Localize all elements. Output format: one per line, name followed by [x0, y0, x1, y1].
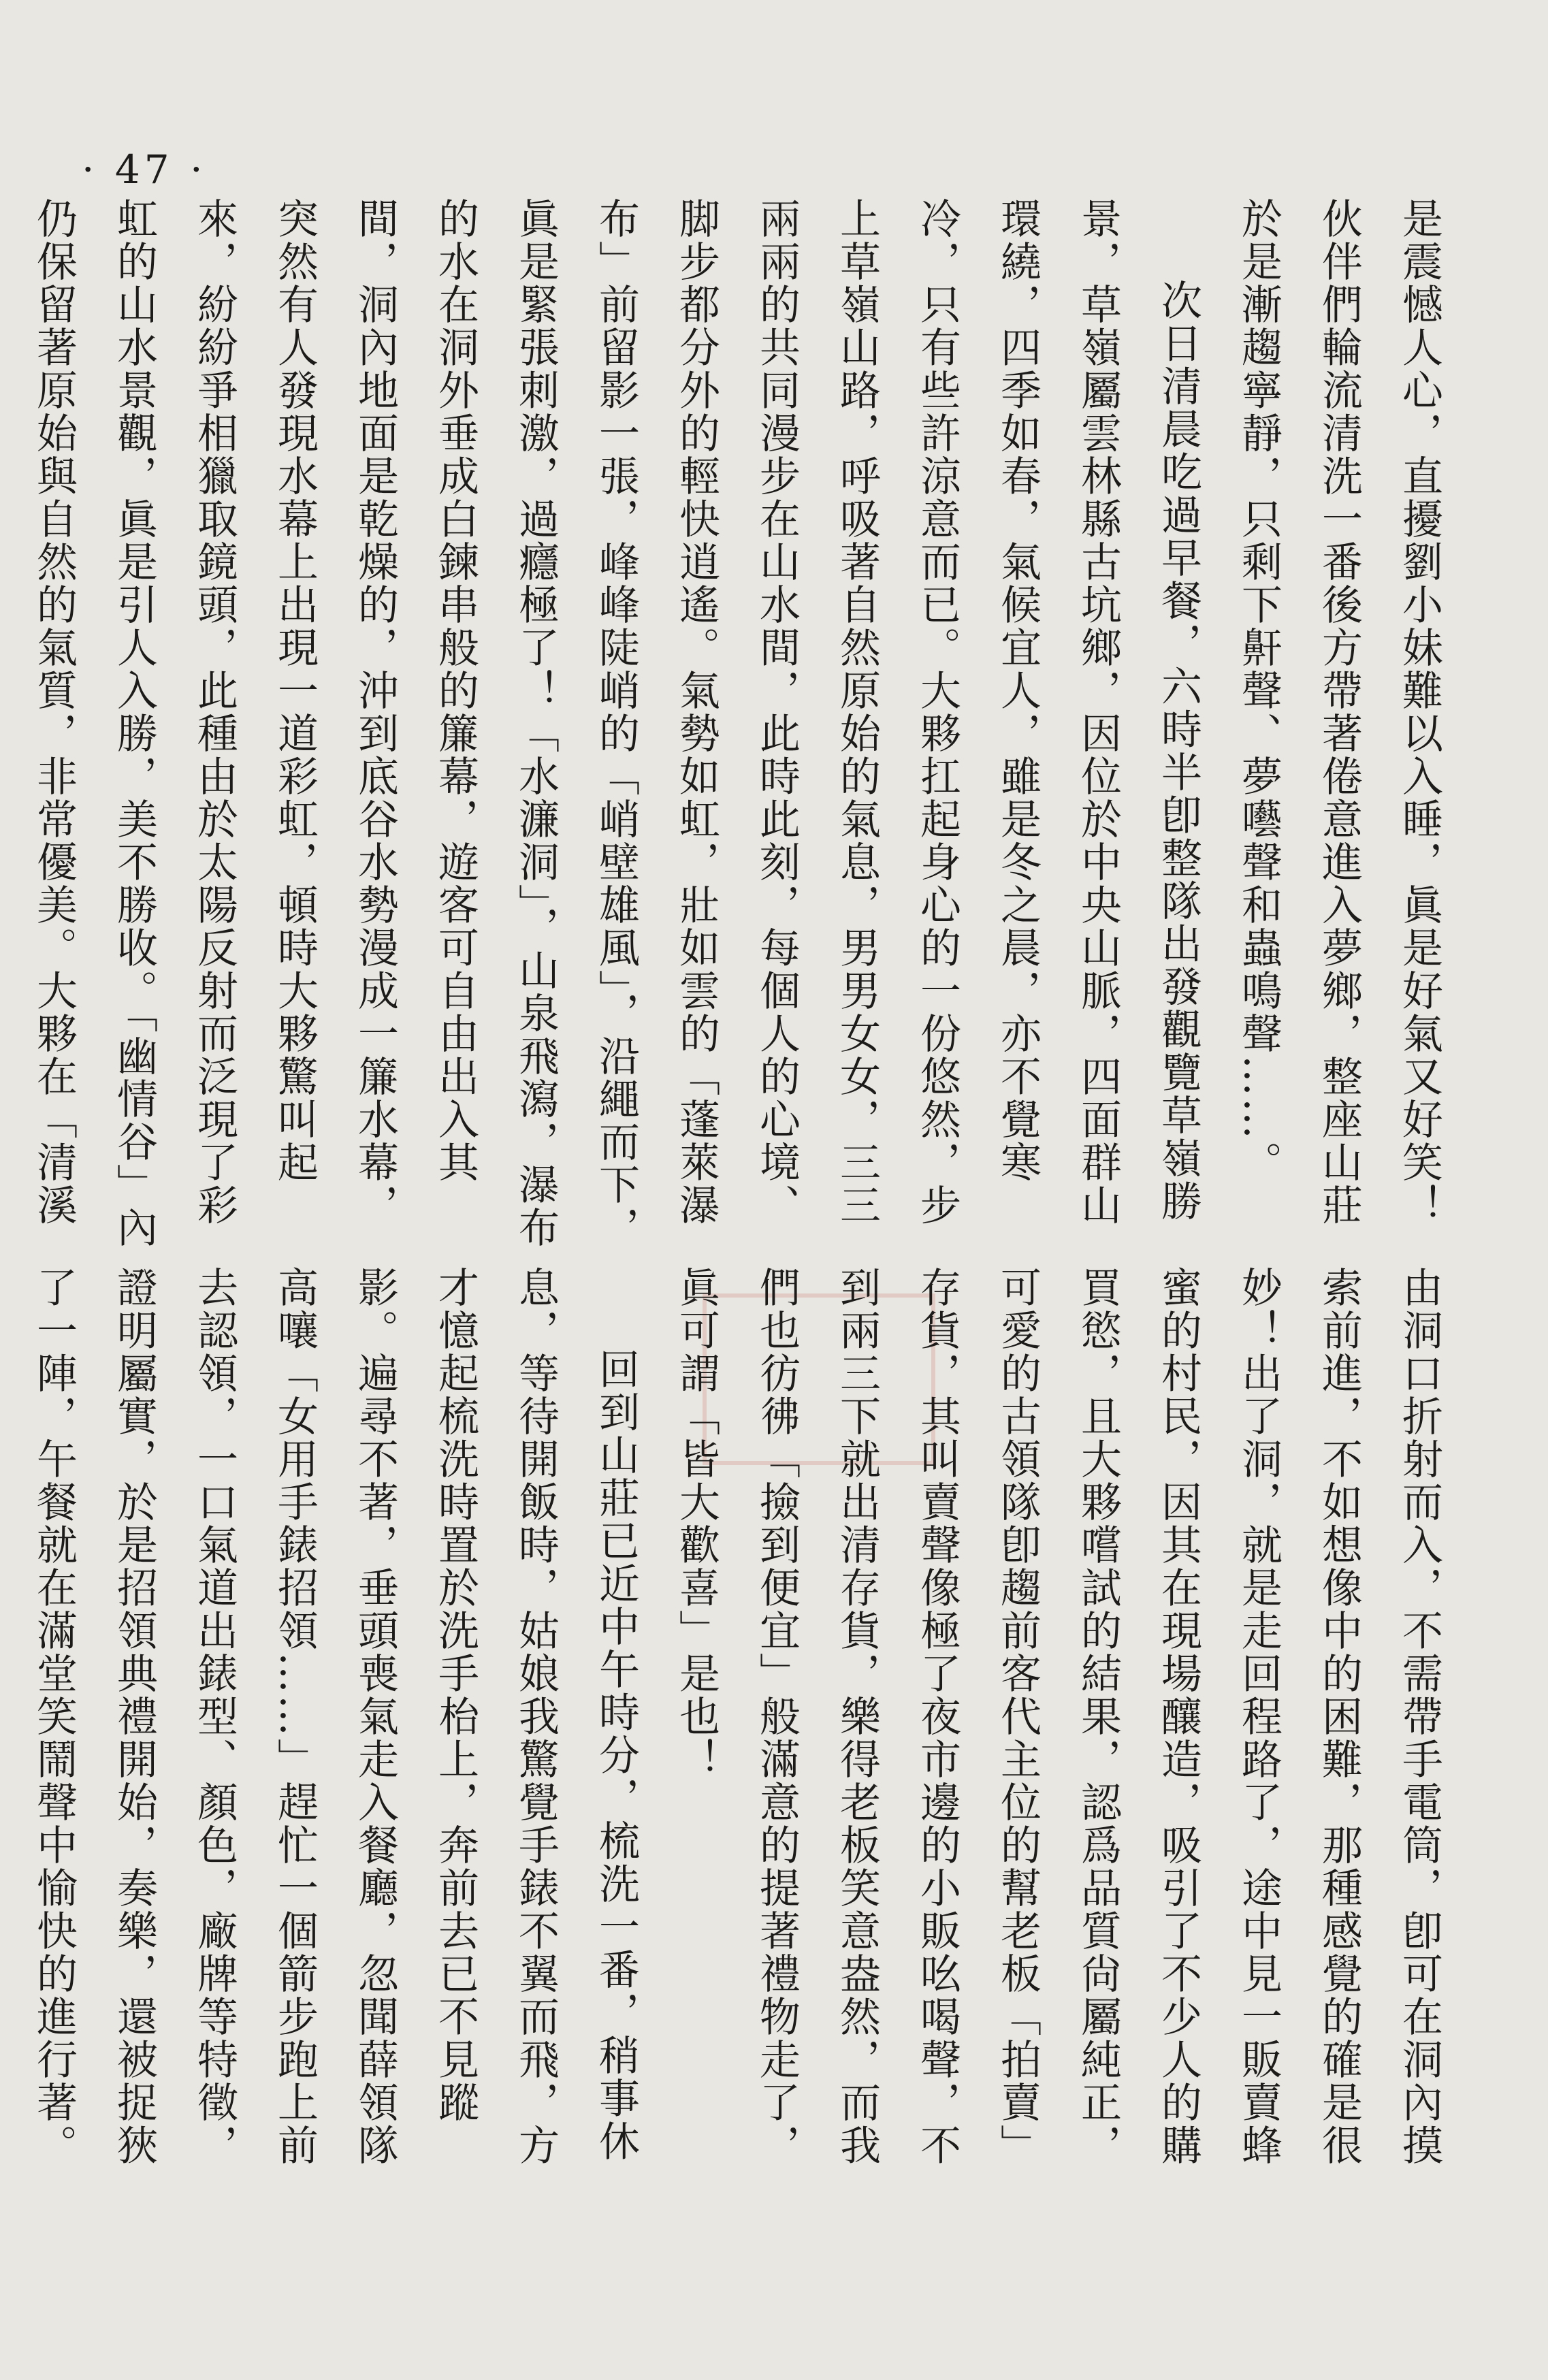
paragraph — [0, 1266, 14, 2192]
paragraph: 由洞口折射而入，不需帶手電筒，卽可在洞內摸索前進，不如想像中的困難，那種感覺的確是很妙！出了洞，就是走回程路了，途中見一販賣蜂蜜的村民，因其在現場釀造，吸引了不少人的購買慾，且大夥嚐試的結果，認爲品質尙屬純正，可愛的古領隊卽趨前客代主位的幫老板「拍賣」存貨，其叫賣聲像極了夜市邊的小販吆喝聲，不到兩三下就出清存貨，樂得老板笑意盎然，而我們也彷彿「撿到便宜」般滿意的提著禮物走了，眞可謂「皆大歡喜」是也！ — [673, 1266, 1443, 2167]
paragraph: 回到山莊已近中午時分，梳洗一番，稍事休息，等待開飯時，姑娘我驚覺手錶不翼而飛，方才憶起梳洗時置於洗手枱上，奔前去已不見蹤影。遍尋不著，垂頭喪氣走入餐廳，忽聞薛領隊高嚷「女用手錶招領……」趕忙一個箭步跑上前去認領，一口氣道出錶型、顏色，廠牌等特徵，證明屬實，於是招領典禮開始，奏樂，還被捉狹了一陣，午餐就在滿堂笑鬧聲中愉快的進行著。 — [30, 1266, 640, 2167]
upper-text-block — [30, 197, 1460, 1259]
paragraph: 是震憾人心，直擾劉小妹難以入睡，眞是好氣又好笑！伙伴們輪流清洗一番後方帶著倦意進入夢鄉，整座山莊於是漸趨寧靜，只剩下鼾聲、夢囈聲和蟲鳴聲……。 — [1235, 197, 1443, 1227]
page-number: · 47 · — [82, 146, 207, 193]
paragraph: 次日清晨吃過早餐，六時半卽整隊出發觀覽草嶺勝景，草嶺屬雲林縣古坑鄉，因位於中央山脈，四面群山環繞，四季如春，氣候宜人，雖是冬之晨，亦不覺寒冷，只有些許涼意而已。大夥扛起身心的一份悠然，步上草嶺山路，呼吸著自然原始的氣息，男男女女，三三兩兩的共同漫步在山水間，此時此刻，每個人的心境、脚步都分外的輕快逍遙。氣勢如虹，壯如雲的「蓬萊瀑布」前留影一張，峰峰陡峭的「峭壁雄風」，沿繩而下，眞是緊張刺激，過癮極了！「水濂洞」，山泉飛瀉，瀑布的水在洞外垂成白鍊串般的簾幕，遊客可自由出入其間，洞內地面是乾燥的，沖到底谷水勢漫成一簾水幕，突然有人發現水幕上出現一道彩虹，頓時大夥驚叫起來，紛紛爭相獵取鏡頭，此種由於太陽反射而泛現了彩虹的山水景觀，眞是引人入勝，美不勝收。「幽情谷」內仍保留著原始與自然的氣質，非常優美。大夥在「清溪 — [30, 197, 1202, 1249]
lower-text-block — [30, 1266, 1460, 2192]
